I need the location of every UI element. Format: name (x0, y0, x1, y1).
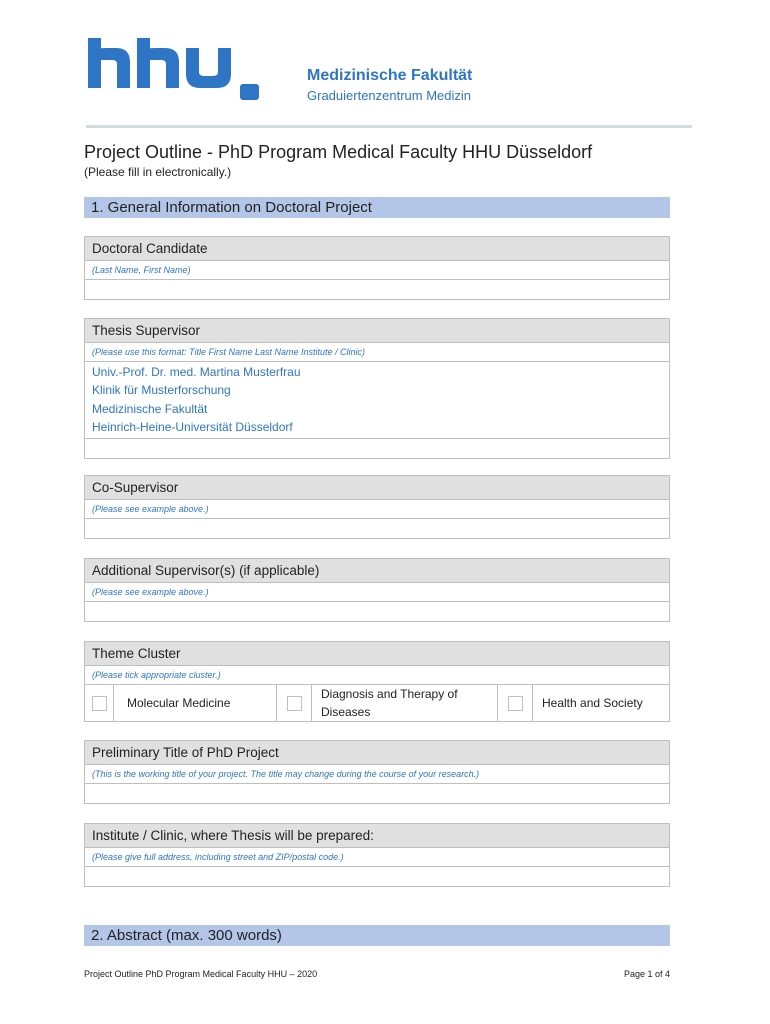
field-label: Additional Supervisor(s) (if applicable) (85, 559, 669, 583)
preliminary-title-input[interactable] (85, 784, 669, 803)
thesis-supervisor-input[interactable] (85, 439, 669, 458)
preliminary-title-section (84, 740, 670, 804)
field-hint: (Please use this format: Title First Name Last Name Institute / Clinic) (85, 343, 669, 362)
checkbox-icon[interactable] (508, 696, 523, 711)
field-hint: (This is the working title of your project. The title may change during the course of your research.) (85, 765, 669, 784)
option-label: Diagnosis and Therapy of Diseases (312, 685, 498, 721)
field-hint: (Please give full address, including street and ZIP/postal code.) (85, 848, 669, 867)
co-supervisor-section (84, 475, 670, 539)
section-heading-general: 1. General Information on Doctoral Project (84, 197, 670, 218)
field-label: Institute / Clinic, where Thesis will be prepared: (85, 824, 669, 848)
field-hint: (Last Name, First Name) (85, 261, 669, 280)
example-line: Univ.-Prof. Dr. med. Martina Musterfrau (92, 365, 301, 379)
field-label: Co-Supervisor (85, 476, 669, 500)
field-label: Doctoral Candidate (85, 237, 669, 261)
thesis-supervisor-section (84, 318, 670, 459)
example-line: Klinik für Musterforschung (92, 383, 231, 398)
checkbox-icon[interactable] (287, 696, 302, 711)
page-subtitle: (Please fill in electronically.) (84, 165, 232, 179)
section-heading-abstract: 2. Abstract (max. 300 words) (84, 925, 670, 946)
page-number: Page 1 of 4 (623, 969, 670, 979)
example-line: Heinrich-Heine-Universität Düsseldorf (92, 419, 293, 434)
additional-supervisor-input[interactable] (85, 602, 669, 621)
doctoral-candidate-input[interactable] (85, 280, 669, 299)
option-label: Molecular Medicine (114, 685, 277, 721)
field-hint: (Please see example above.) (85, 500, 669, 519)
hhu-logo (88, 38, 263, 102)
faculty-name: Medizinische Fakultät (307, 67, 473, 84)
center-name: Graduiertenzentrum Medizin (307, 88, 472, 103)
checkbox-diagnosis-therapy[interactable] (277, 685, 312, 721)
page-title: Project Outline - PhD Program Medical Faculty HHU Düsseldorf (84, 142, 593, 162)
field-label: Theme Cluster (85, 642, 669, 666)
example-line: Medizinische Fakultät (92, 401, 208, 416)
checkbox-health-society[interactable] (498, 685, 533, 721)
field-label: Thesis Supervisor (85, 319, 669, 343)
field-label: Preliminary Title of PhD Project (85, 741, 669, 765)
option-label: Health and Society (542, 696, 643, 710)
institute-input[interactable] (85, 867, 669, 886)
theme-cluster-section (84, 641, 670, 722)
co-supervisor-input[interactable] (85, 519, 669, 538)
supervisor-example (85, 362, 669, 439)
checkbox-molecular-medicine[interactable] (85, 685, 114, 721)
additional-supervisor-section (84, 558, 670, 622)
field-hint: (Please see example above.) (85, 583, 669, 602)
footer-text: Project Outline PhD Program Medical Faculty HHU – 2020 (84, 969, 318, 979)
institute-section (84, 823, 670, 887)
field-hint: (Please tick appropriate cluster.) (85, 666, 669, 685)
checkbox-icon[interactable] (92, 696, 107, 711)
doctoral-candidate-section (84, 236, 670, 300)
divider (86, 125, 692, 128)
